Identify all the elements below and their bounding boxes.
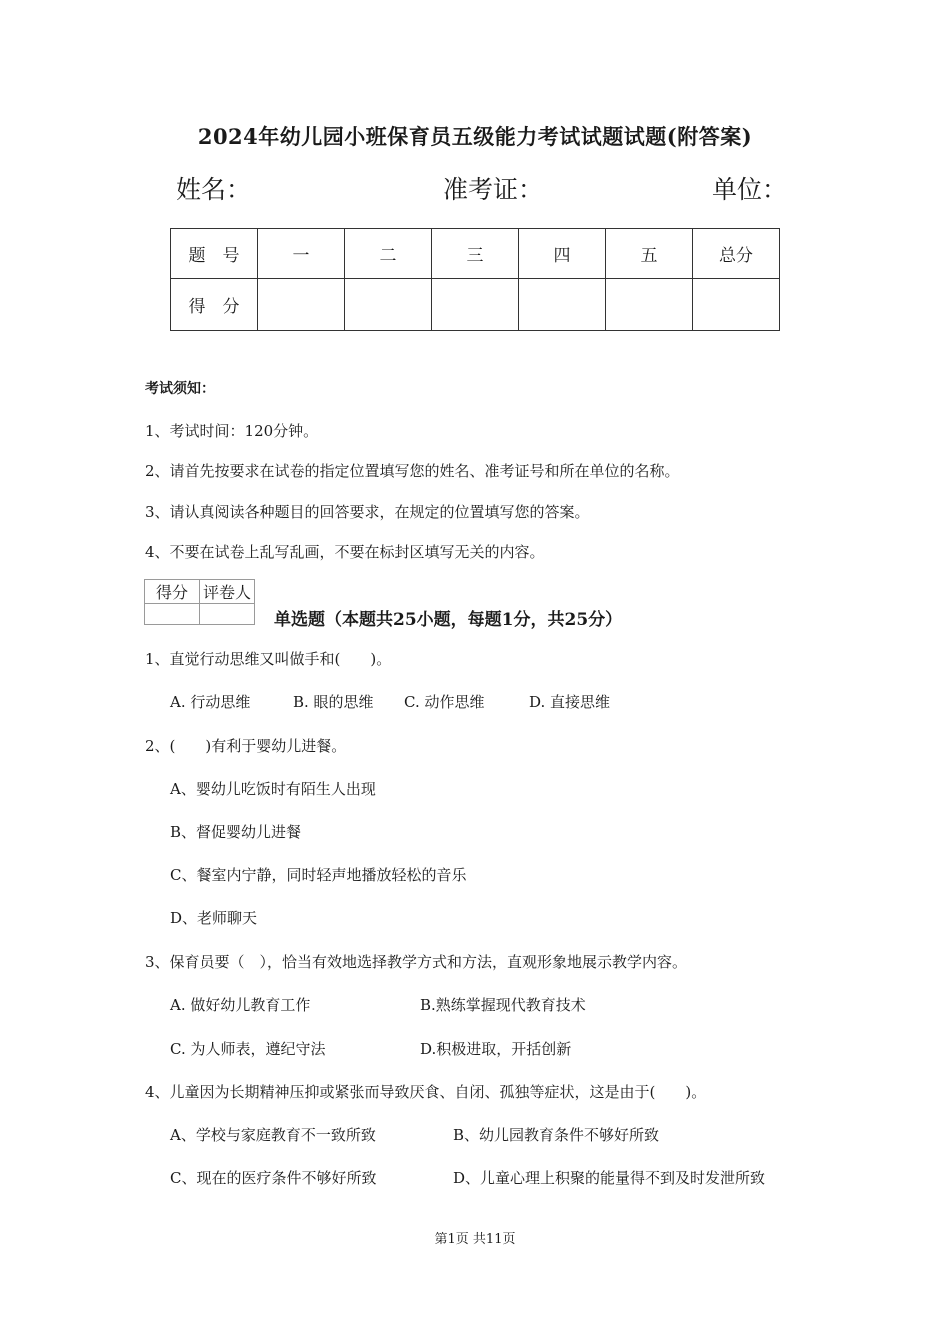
question-stem: 3、保育员要（ ），恰当有效地选择教学方式和方法，直观形象地展示教学内容。 [145,953,688,971]
question-stem: 4、儿童因为长期精神压抑或紧张而导致厌食、自闭、孤独等症状，这是由于( )。 [145,1083,707,1101]
unit-field-label: 单位： [712,175,788,204]
question-option: D、儿童心理上积聚的能量得不到及时发泄所致 [453,1169,766,1187]
name-field-label: 姓名： [176,175,252,204]
grader-score-cell[interactable] [145,604,200,625]
question-option: B、幼儿园教育条件不够好所致 [453,1126,660,1144]
score-table-header-row [171,229,780,279]
question-option: C、餐室内宁静，同时轻声地播放轻松的音乐 [170,866,467,884]
score-cell[interactable] [432,279,519,331]
question-option: B. 眼的思维 [293,693,374,711]
question-option: A、婴幼儿吃饭时有陌生人出现 [170,780,376,798]
note-item: 3、请认真阅读各种题目的回答要求，在规定的位置填写您的答案。 [145,503,590,521]
question-option: A. 行动思维 [170,693,251,711]
score-cell[interactable] [606,279,693,331]
page-footer: 第1页 共11页 [434,1232,516,1247]
score-header-total: 总分 [693,229,780,279]
question-option: C、现在的医疗条件不够好所致 [170,1169,377,1187]
score-header-5: 五 [606,229,693,279]
score-header-3: 三 [432,229,519,279]
grader-reviewer-label: 评卷人 [200,580,255,604]
question-option: B.熟练掌握现代教育技术 [420,996,586,1014]
note-item: 1、考试时间：120分钟。 [145,422,319,440]
score-cell-total[interactable] [693,279,780,331]
grader-reviewer-cell[interactable] [200,604,255,625]
score-cell[interactable] [258,279,345,331]
grader-box [144,579,255,625]
question-option: C. 动作思维 [404,693,485,711]
question-stem: 1、直觉行动思维又叫做手和( )。 [145,650,392,668]
question-option: D. 直接思维 [529,693,611,711]
grader-score-label: 得分 [145,580,200,604]
notes-heading: 考试须知： [145,381,215,397]
page-title: 2024年幼儿园小班保育员五级能力考试试题试题(附答案) [197,124,753,149]
question-stem: 2、( )有利于婴幼儿进餐。 [145,737,347,755]
question-option: A. 做好幼儿教育工作 [170,996,311,1014]
question-option: C. 为人师表，遵纪守法 [170,1040,326,1058]
question-option: D.积极进取，开括创新 [420,1040,572,1058]
score-cell[interactable] [519,279,606,331]
score-row-label: 得 分 [171,279,258,331]
score-header-1: 一 [258,229,345,279]
score-header-label: 题 号 [171,229,258,279]
score-header-2: 二 [345,229,432,279]
note-item: 2、请首先按要求在试卷的指定位置填写您的姓名、准考证号和所在单位的名称。 [145,462,680,480]
score-table [170,228,780,331]
score-table-score-row [171,279,780,331]
question-option: A、学校与家庭教育不一致所致 [170,1126,376,1144]
score-cell[interactable] [345,279,432,331]
score-header-4: 四 [519,229,606,279]
section-title: 单选题（本题共25小题，每题1分，共25分） [274,610,623,630]
note-item: 4、不要在试卷上乱写乱画，不要在标封区填写无关的内容。 [145,543,545,561]
question-option: D、老师聊天 [170,909,258,927]
question-option: B、督促婴幼儿进餐 [170,823,302,841]
exam-number-field-label: 准考证： [443,175,544,204]
